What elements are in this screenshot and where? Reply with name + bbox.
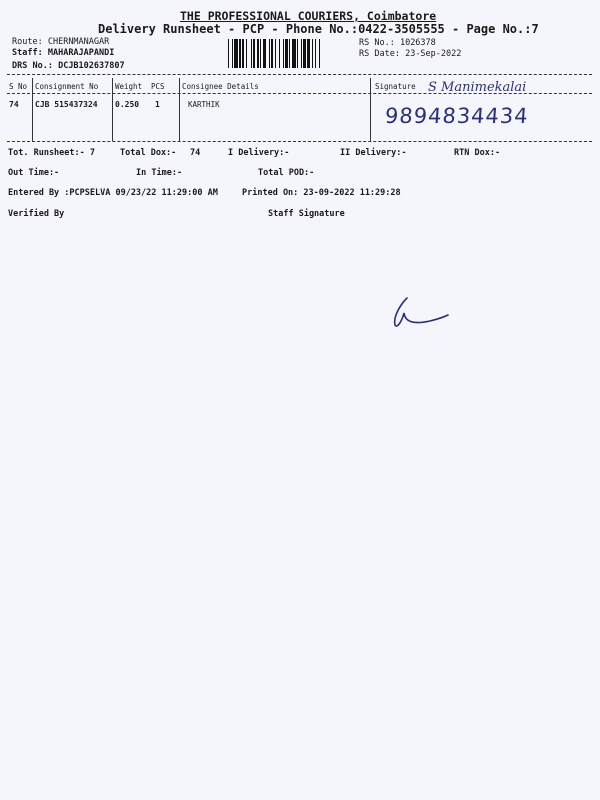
rtn-dox: RTN Dox:- (454, 148, 501, 158)
rs-date-value: 23-Sep-2022 (405, 49, 462, 59)
rs-date-line (359, 49, 461, 59)
total-dox-value: 74 (190, 148, 201, 158)
staff-signature-scribble (390, 295, 450, 330)
row-consignee: KARTHIK (188, 100, 220, 109)
route-label: Route: (12, 37, 43, 47)
row-weight: 0.250 (115, 100, 140, 109)
header-consignee: Consignee Details (182, 82, 259, 91)
verified-by: Verified By (8, 209, 65, 219)
route-line (12, 37, 109, 47)
header-weight: Weight (115, 82, 143, 91)
table-top-rule (7, 74, 592, 75)
col-divider (179, 78, 180, 141)
drs-value: DCJB102637807 (58, 61, 125, 71)
header-pcs: PCS (151, 82, 165, 91)
out-time: Out Time:- (8, 168, 60, 178)
total-dox-label: Total Dox:- (120, 148, 177, 158)
handwritten-mobile-number: 9894834434 (384, 104, 530, 128)
printed-on: Printed On: 23-09-2022 11:29:28 (242, 188, 401, 198)
staff-label: Staff: (12, 48, 43, 58)
row-sno: 74 (9, 100, 19, 109)
total-runsheet: Tot. Runsheet:- 7 (8, 148, 95, 158)
row-consignment: CJB 515437324 (35, 100, 98, 109)
header-consignment: Consignment No (35, 82, 99, 91)
staff-value: MAHARAJAPANDI (47, 48, 115, 58)
row-pcs: 1 (155, 100, 160, 109)
barcode-image (228, 39, 356, 68)
rs-date-label: RS Date: (359, 49, 400, 59)
col-divider (370, 78, 371, 141)
rs-no-value: 1026378 (399, 38, 436, 48)
rs-no-line (359, 38, 436, 48)
rs-no-label: RS No.: (359, 38, 395, 48)
in-time: In Time:- (136, 168, 183, 178)
table-bottom-rule (7, 141, 592, 142)
col-divider (112, 78, 113, 141)
col-divider (32, 78, 33, 141)
i-delivery: I Delivery:- (228, 148, 290, 158)
company-title: THE PROFESSIONAL COURIERS, Coimbatore (180, 9, 437, 23)
total-pod: Total POD:- (258, 168, 315, 178)
runsheet-subtitle: Delivery Runsheet - PCP - Phone No.:0422-3505555 - Page No.:7 (98, 22, 539, 36)
route-value: CHERNMANAGAR (47, 37, 110, 47)
staff-signature-label: Staff Signature (268, 209, 345, 219)
ii-delivery: II Delivery:- (340, 148, 407, 158)
header-signature: Signature (375, 82, 416, 91)
staff-line (12, 48, 114, 58)
handwritten-receiver-name: S Manimekalai (428, 80, 527, 95)
drs-label: DRS No.: (12, 61, 53, 71)
header-sno: S No (9, 82, 28, 91)
entered-by: Entered By :PCPSELVA 09/23/22 11:29:00 AM (8, 188, 218, 198)
drs-line (12, 61, 125, 71)
